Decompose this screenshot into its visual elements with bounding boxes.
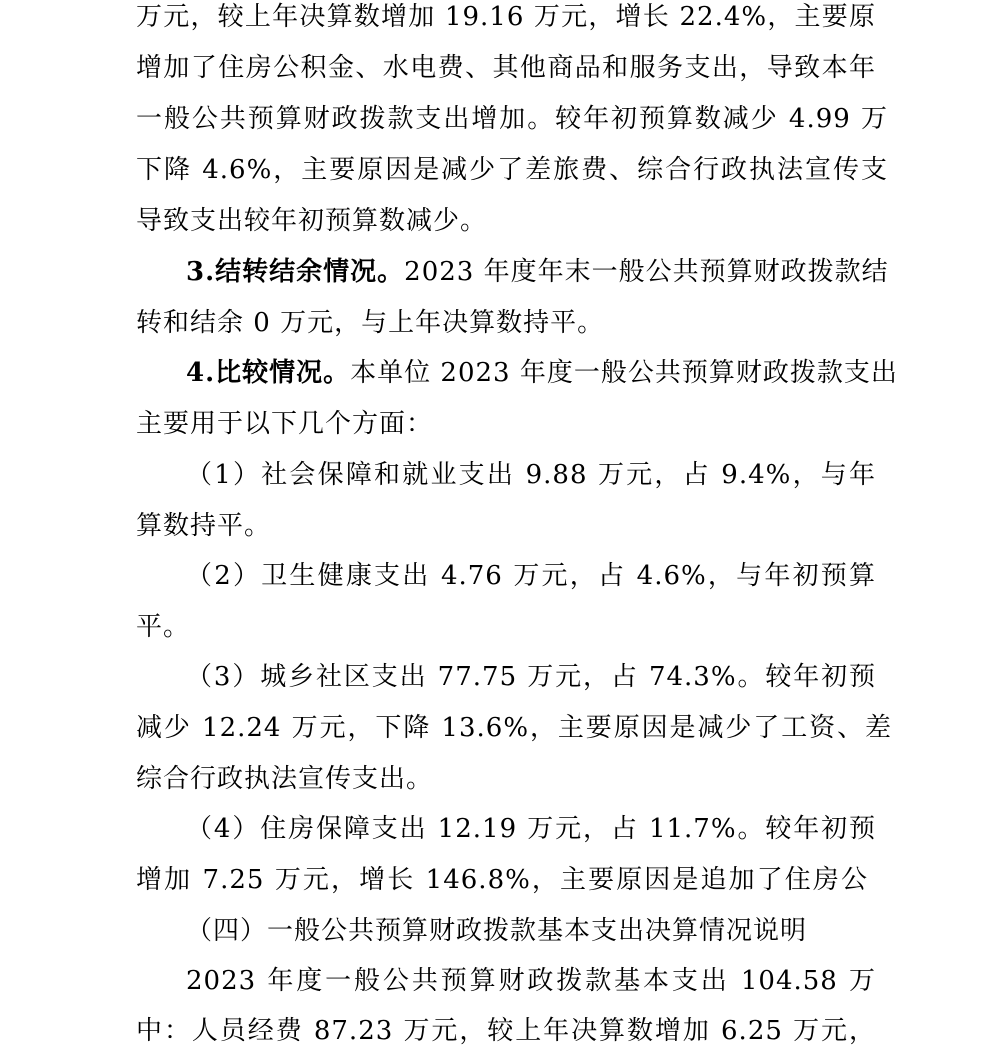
text-line: 一般公共预算财政拨款支出增加。较年初预算数减少 4.99 万 [136,104,888,134]
text-line: 增加 7.25 万元，增长 146.8%，主要原因是追加了住房公 [136,865,868,895]
section-heading: 3.结转结余情况。 [186,257,405,287]
text-line: 减少 12.24 万元，下降 13.6%，主要原因是减少了工资、差 [136,713,892,743]
subsection-heading: （四）一般公共预算财政拨款基本支出决算情况说明 [186,916,808,946]
paragraph-line [186,257,889,287]
list-item-line: （4）住房保障支出 12.19 万元，占 11.7%。较年初预 [186,814,876,844]
text-line: 导致支出较年初预算数减少。 [136,206,488,236]
paragraph-line: 2023 年度一般公共预算财政拨款基本支出 104.58 万 [186,966,876,996]
list-item-line: （1）社会保障和就业支出 9.88 万元，占 9.4%，与年 [186,460,876,490]
text-line: 下降 4.6%，主要原因是减少了差旅费、综合行政执法宣传支 [136,155,888,185]
list-item-line: （3）城乡社区支出 77.75 万元，占 74.3%。较年初预 [186,662,876,692]
section-heading: 4.比较情况。 [186,358,351,388]
text-line: 万元，较上年决算数增加 19.16 万元，增长 22.4%，主要原 [136,2,876,32]
list-item-line: （2）卫生健康支出 4.76 万元，占 4.6%，与年初预算 [186,561,876,591]
text-line: 增加了住房公积金、水电费、其他商品和服务支出，导致本年 [136,53,876,83]
text-line: 算数持平。 [136,511,272,541]
text-line: 中：人员经费 87.23 万元，较上年决算数增加 6.25 万元， [136,1016,876,1046]
paragraph-line [186,358,898,388]
text-line: 综合行政执法宣传支出。 [136,764,434,794]
text-line: 平。 [136,612,191,642]
text-line: 转和结余 0 万元，与上年决算数持平。 [136,308,605,338]
text-run: 本单位 2023 年度一般公共预算财政拨款支出 [350,358,898,388]
text-run: 2023 年度年末一般公共预算财政拨款结 [404,257,889,287]
text-line: 主要用于以下几个方面： [136,409,434,439]
